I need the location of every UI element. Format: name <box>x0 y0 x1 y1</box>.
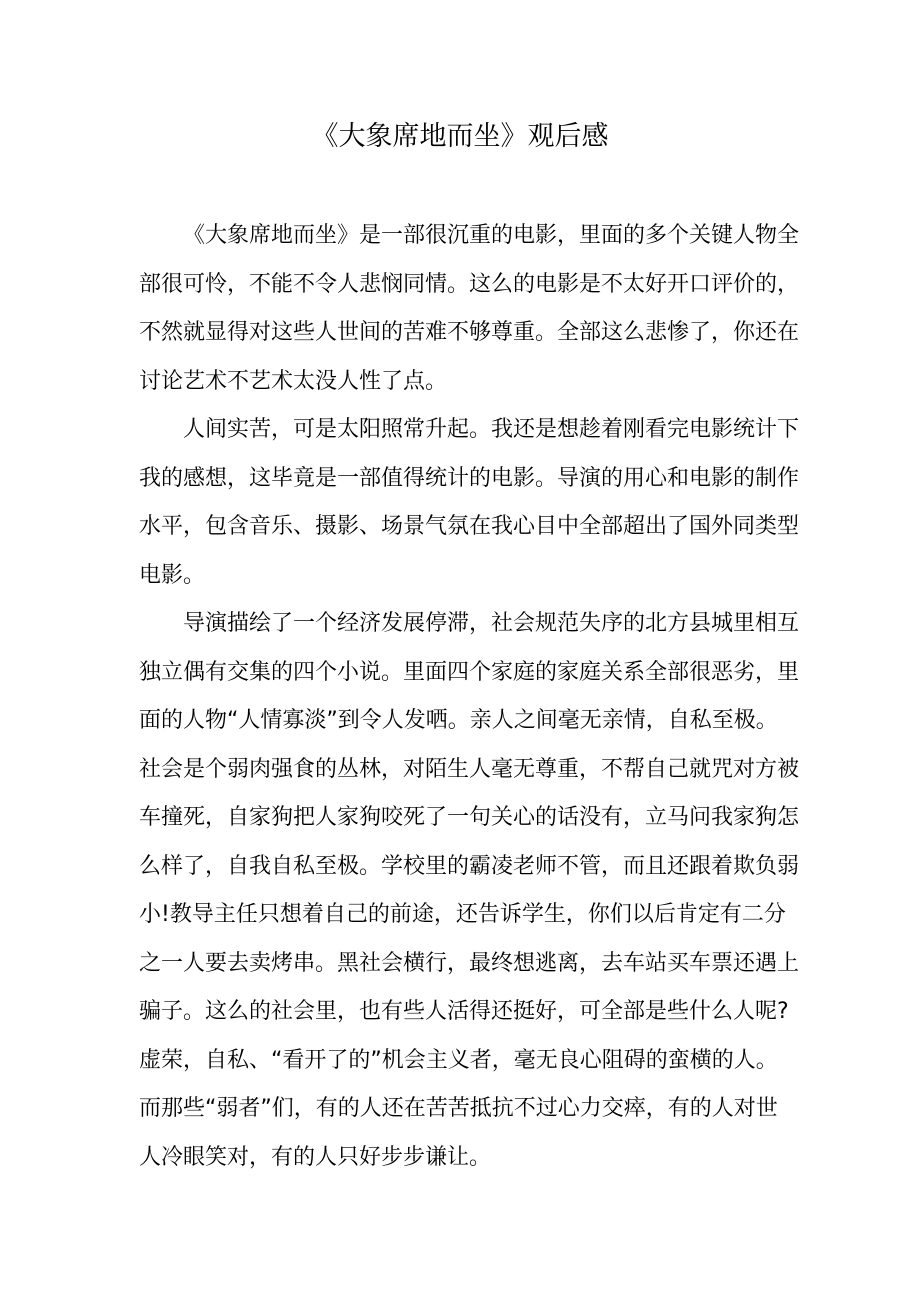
paragraph-3-line-9: 骗子。这么的社会里，也有些人活得还挺好，可全部是些什么人呢? <box>139 999 789 1024</box>
paragraph-1-line-4: 讨论艺术不艺术太没人性了点。 <box>139 368 448 394</box>
paragraph-3-line-1: 导演描绘了一个经济发展停滞，社会规范失序的北方县城里相互 <box>183 611 800 636</box>
paragraph-1-line-3: 不然就显得对这些人世间的苦难不够尊重。全部这么悲惨了，你还在 <box>139 320 800 345</box>
paragraph-1-line-2: 部很可怜，不能不令人悲悯同情。这么的电影是不太好开口评价的， <box>139 271 800 297</box>
paragraph-3-line-8: 之一人要去卖烤串。黑社会横行，最终想逃离，去车站买车票还遇上 <box>139 950 800 976</box>
paragraph-3-line-10: 虚荣，自私、“看开了的”机会主义者，毫无良心阻碍的蛮横的人。 <box>139 1047 778 1073</box>
paragraph-2-line-1: 人间实苦，可是太阳照常升起。我还是想趁着刚看完电影统计下 <box>183 417 800 442</box>
paragraph-2-line-3: 水平，包含音乐、摄影、场景气氛在我心目中全部超出了国外同类型 <box>139 514 800 539</box>
article-body <box>139 212 799 1182</box>
paragraph-2-line-2: 我的感想，这毕竟是一部值得统计的电影。导演的用心和电影的制作 <box>139 465 800 491</box>
paragraph-3-line-5: 车撞死，自家狗把人家狗咬死了一句关心的话没有，立马问我家狗怎 <box>139 805 800 830</box>
page-title: 《大象席地而坐》观后感 <box>311 121 609 152</box>
paragraph-3-line-2: 独立偶有交集的四个小说。里面四个家庭的家庭关系全部很恶劣，里 <box>139 659 800 685</box>
paragraph-3-line-12: 人冷眼笑对，有的人只好步步谦让。 <box>139 1144 492 1170</box>
paragraph-3-line-11: 而那些“弱者”们，有的人还在苦苦抵抗不过心力交瘁，有的人对世 <box>139 1096 778 1121</box>
paragraph-3-line-3: 面的人物“人情寡淡”到令人发哂。亲人之间毫无亲情，自私至极。 <box>139 708 778 733</box>
paragraph-3-line-7: 小!教导主任只想着自己的前途，还告诉学生，你们以后肯定有二分 <box>139 902 786 927</box>
paragraph-1-line-1: 《大象席地而坐》是一部很沉重的电影，里面的多个关键人物全 <box>183 223 800 248</box>
paragraph-2-line-4: 电影。 <box>139 562 206 588</box>
paragraph-3-line-6: 么样了，自我自私至极。学校里的霸凌老师不管，而且还跟着欺负弱 <box>139 853 800 879</box>
paragraph-3-line-4: 社会是个弱肉强食的丛林，对陌生人毫无尊重，不帮自己就咒对方被 <box>139 756 800 782</box>
